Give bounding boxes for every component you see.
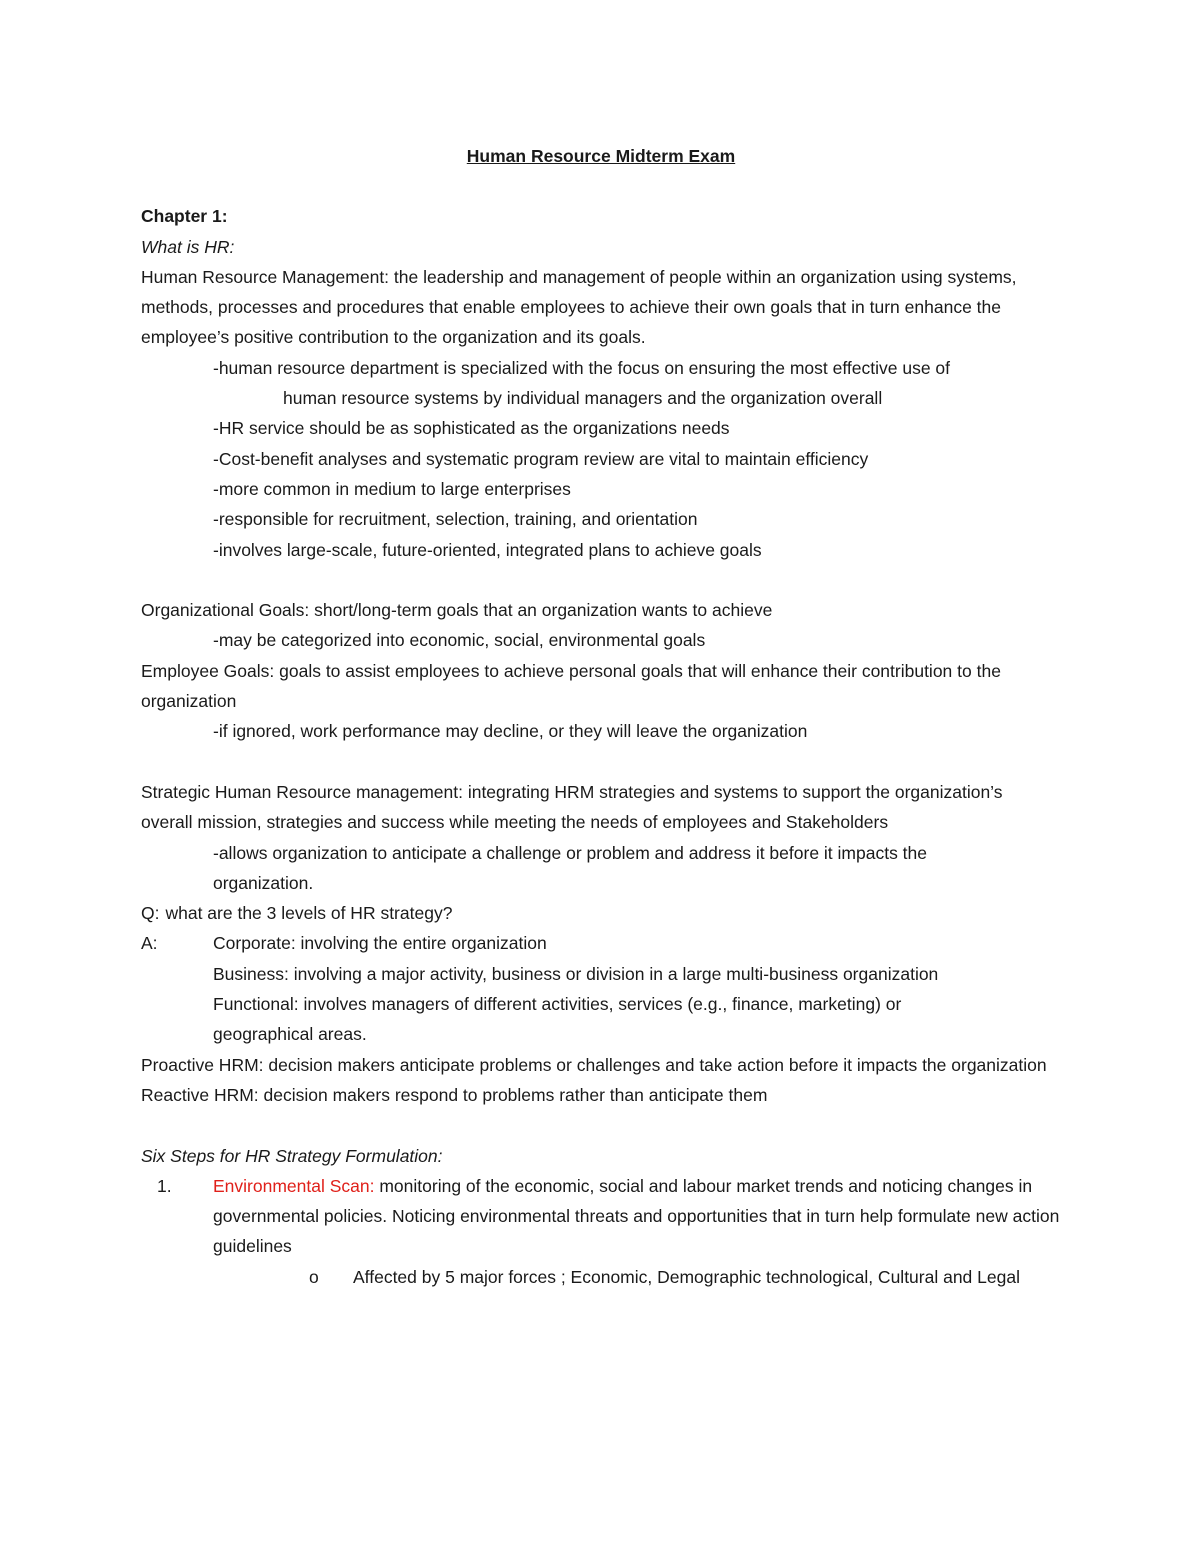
hrm-point: -more common in medium to large enterprises: [213, 478, 571, 499]
answer-functional: Functional: involves managers of different activities, services (e.g., finance, marketing) or geographical areas.: [213, 994, 902, 1045]
step-1-bullet: [141, 1262, 1061, 1292]
answer-label: A:: [141, 933, 158, 954]
hrm-point: -responsible for recruitment, selection, training, and orientation: [213, 509, 698, 530]
bullet-text: Affected by 5 major forces ; Economic, Demographic technological, Cultural and Legal: [353, 1266, 1020, 1287]
step-1: [141, 1171, 1061, 1262]
hrm-point: -Cost-benefit analyses and systematic program review are vital to maintain efficiency: [213, 448, 869, 469]
question-text: what are the 3 levels of HR strategy?: [165, 903, 453, 924]
strategic-hrm-definition: Strategic Human Resource management: integrating HRM strategies and systems to support the organization’s overall mission, strategies and success while meeting the needs of employees and Stakeholders: [141, 781, 1003, 833]
hrm-point: -HR service should be as sophisticated as the organizations needs: [213, 418, 730, 439]
step-number: 1.: [157, 1175, 172, 1196]
employee-goals-point: -if ignored, work performance may decline, or they will leave the organization: [213, 721, 808, 742]
answer-business: Business: involving a major activity, business or division in a large multi-business organization: [213, 963, 939, 984]
hrm-point: -human resource department is specialized with the focus on ensuring the most effective use of: [213, 357, 951, 378]
spacer: [141, 1110, 1061, 1140]
hrm-definition: Human Resource Management: the leadership and management of people within an organization using systems, methods, processes and procedures that enable employees to achieve their own goals that in turn enhance the employee’s positive contribution to the organization and its goals.: [141, 266, 1017, 348]
bullet-marker: o: [309, 1266, 319, 1287]
document-title: Human Resource Midterm Exam: [466, 146, 736, 166]
chapter-heading: Chapter 1:: [141, 206, 228, 227]
organizational-goals-point: -may be categorized into economic, social, environmental goals: [213, 630, 706, 651]
spacer: [141, 565, 1061, 595]
proactive-hrm-definition: Proactive HRM: decision makers anticipate problems or challenges and take action before it impacts the organization: [141, 1054, 1047, 1075]
document-body: [141, 141, 1061, 1292]
answer-corporate: Corporate: involving the entire organization: [213, 933, 547, 954]
spacer: [141, 747, 1061, 777]
question-label: Q:: [141, 903, 160, 924]
step-text: monitoring of the economic, social and labour market trends and noticing changes in governmental policies. Noticing environmental threats and opportunities that in turn help formulate new action guidelines: [213, 1175, 1060, 1257]
section-heading-what-is-hr: What is HR:: [141, 236, 235, 257]
question-row: [141, 898, 1061, 928]
six-steps-heading: Six Steps for HR Strategy Formulation:: [141, 1145, 443, 1166]
answer-row: [141, 928, 1061, 958]
reactive-hrm-definition: Reactive HRM: decision makers respond to problems rather than anticipate them: [141, 1084, 768, 1105]
step-body: [213, 1171, 1061, 1262]
strategic-hrm-point: -allows organization to anticipate a challenge or problem and address it before it impacts the organization.: [213, 842, 928, 893]
step-label: Environmental Scan:: [213, 1175, 375, 1196]
employee-goals-definition: Employee Goals: goals to assist employees to achieve personal goals that will enhance their contribution to the organization: [141, 660, 1001, 712]
organizational-goals-definition: Organizational Goals: short/long-term goals that an organization wants to achieve: [141, 600, 773, 621]
hrm-point-continued: human resource systems by individual managers and the organization overall: [283, 388, 883, 409]
hrm-point: -involves large-scale, future-oriented, integrated plans to achieve goals: [213, 539, 762, 560]
